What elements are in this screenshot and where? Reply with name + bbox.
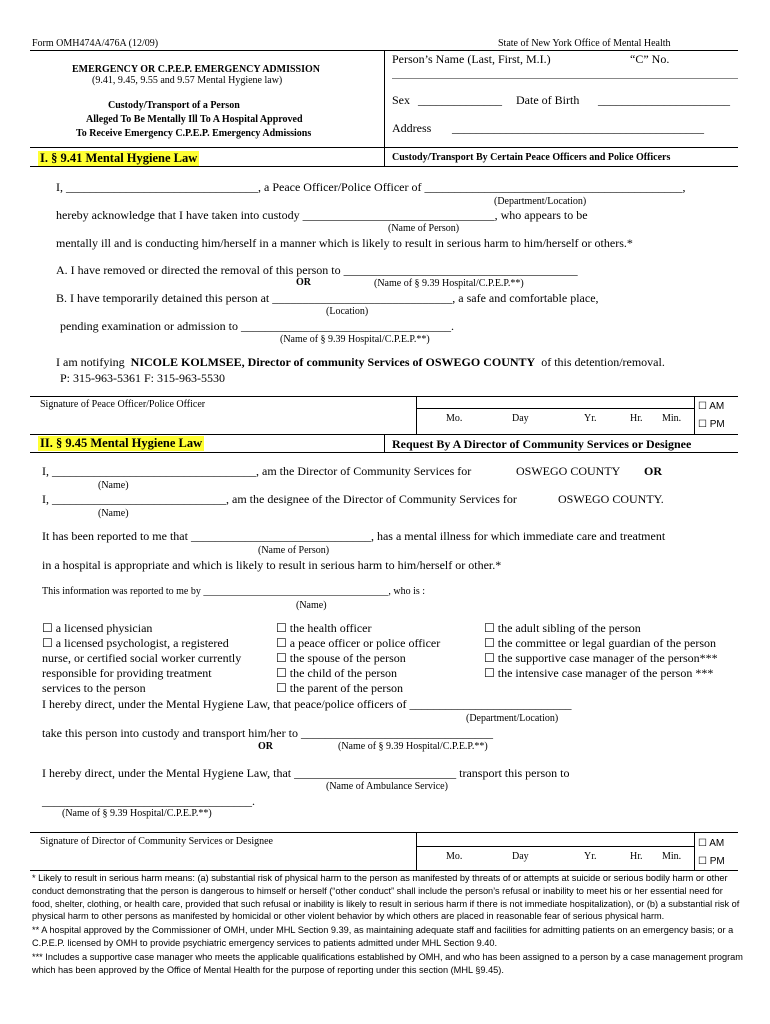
option-child[interactable]: ☐ the child of the person [276,666,398,680]
destination-hospital-field[interactable]: ___________________________________. [42,794,255,808]
option-intensive-case-manager[interactable]: ☐ the intensive case manager of the person *** [484,666,714,680]
address-label: Address [392,121,432,135]
option-guardian[interactable]: ☐ the committee or legal guardian of the person [484,636,717,650]
reporter-options-col3[interactable] [484,621,718,681]
am-checkbox[interactable]: ☐ AM [698,401,725,412]
option-psychologist-line3: responsible for providing treatment [42,666,212,680]
location-sublabel: (Location) [326,306,369,317]
sig2-top-rule [30,832,738,833]
department-sublabel-2: (Department/Location) [466,713,559,724]
footnote-hospital: ** A hospital approved by the Commissioner of OMH, under MHL Section 9.39, as maintaining adequate staff and facilities for admitting patients on an emergency basis; or a C.P.E.P. licensed by OMH to provide psychiatric emergency services to patients admitted under MHL Section 9.40. [32,925,734,948]
option-psychologist-line4: services to the person [42,681,146,695]
sex-field[interactable]: ______________ [418,93,502,107]
sig2-ampm-divider [694,833,695,870]
department-label: (Department/Location) [494,196,587,207]
direct-officers-line[interactable]: I hereby direct, under the Mental Hygiene Law, that peace/police officers of ___________________________ [42,697,572,711]
notify-line [56,355,665,370]
day-label-2: Day [512,851,529,862]
section2-heading: II. § 9.45 Mental Hygiene Law [40,436,203,450]
reporter-options-col2[interactable] [276,621,440,696]
hour-label-2: Hr. [630,851,643,862]
custody-title: Custody/Transport of a Person [108,100,240,111]
director-signature-label: Signature of Director of Community Services or Designee [40,836,273,847]
person-name-sublabel: (Name of Person) [388,223,460,234]
designee-name-sublabel: (Name) [98,508,129,519]
header-divider [384,50,385,166]
footnote-serious-harm: * Likely to result in serious harm means: (a) substantial risk of physical harm to the person as manifested by threats of or attempts at suicide or serious bodily harm or other conduct demonstrating that the person is dangerous to himself or herself (“other conduct” shall include the person’s refusal or inability to meet his or her essential need for food, shelter, clothing, or health care, provided that such refusal or inability is likely to result in serious harm if there is not immediate hospitalization), or (b) a substantial risk of physical harm to other persons as manifested by homicidal or other violent behavior by which others are placed in reasonable fear of serious physical harm. [32,873,740,922]
c-number-label: “C” No. [630,52,670,66]
reported-line[interactable]: It has been reported to me that ______________________________, has a mental illness for which immediate care and treatment [42,529,666,543]
dob-field[interactable]: ______________________ [598,93,730,107]
contact-numbers: P: 315-963-5361 F: 315-963-5530 [60,371,225,385]
form-subtitle: (9.41, 9.45, 9.55 and 9.57 Mental Hygiene law) [92,75,283,86]
pm-checkbox[interactable]: ☐ PM [698,419,725,430]
county-2: OSWEGO COUNTY. [558,492,664,506]
hospital-sublabel-4: (Name of § 9.39 Hospital/C.P.E.P.**) [62,808,212,819]
section2-right-heading: Request By A Director of Community Services or Designee [392,437,692,451]
section2-heading-divider [384,434,385,452]
option-a-line[interactable]: A. I have removed or directed the removal of this person to _______________________________________ [56,263,578,277]
option-physician[interactable]: ☐ a licensed physician [42,621,153,635]
director-name-sublabel: (Name) [98,480,129,491]
reported-person-sublabel: (Name of Person) [258,545,330,556]
director-name: NICOLE KOLMSEE, Director of community Services of OSWEGO COUNTY [130,355,536,369]
am-checkbox-2[interactable]: ☐ AM [698,838,725,849]
officer-line[interactable]: I, ________________________________, a Peace Officer/Police Officer of ___________________________________________, [56,180,686,194]
director-line[interactable]: I, __________________________________, am the Director of Community Services for [42,464,472,478]
county-1: OSWEGO COUNTY [516,464,621,478]
option-psychologist-line2: nurse, or certified social worker currently [42,651,242,665]
year-label-2: Yr. [584,851,597,862]
reporter-options-col1[interactable] [42,621,241,696]
custody-title-line2: Alleged To Be Mentally Ill To A Hospital Approved [86,114,303,125]
sig1-divider [416,397,417,434]
sig1-top-rule [30,396,738,397]
person-name-field[interactable] [392,78,738,79]
reported-by-line[interactable]: This information was reported to me by _____________________________________, who is : [42,586,426,597]
section2-heading-rule [30,452,738,453]
pm-checkbox-2[interactable]: ☐ PM [698,856,725,867]
sig2-divider [416,833,417,870]
hospital-sublabel: (Name of § 9.39 Hospital/C.P.E.P.**) [374,278,524,289]
reporter-name-sublabel: (Name) [296,600,327,611]
agency-name: State of New York Office of Mental Health [498,38,671,49]
section1-heading-rule [30,166,738,167]
option-spouse[interactable]: ☐ the spouse of the person [276,651,406,665]
option-b-line[interactable]: B. I have temporarily detained this person at ______________________________, a safe and comfortable place, [56,291,599,305]
option-health-officer[interactable]: ☐ the health officer [276,621,372,635]
or-label-3: OR [258,741,273,752]
pending-line[interactable]: pending examination or admission to ___________________________________. [60,319,454,333]
option-peace-officer[interactable]: ☐ a peace officer or police officer [276,636,441,650]
option-supportive-case-manager[interactable]: ☐ the supportive case manager of the person*** [484,651,718,665]
hospital-sublabel-2: (Name of § 9.39 Hospital/C.P.E.P.**) [280,334,430,345]
direct-ambulance-line[interactable]: I hereby direct, under the Mental Hygiene Law, that ___________________________ transport this person to [42,766,570,780]
section1-heading: I. § 9.41 Mental Hygiene Law [40,151,198,165]
sig1-ampm-divider [694,397,695,434]
option-parent[interactable]: ☐ the parent of the person [276,681,404,695]
address-field[interactable]: __________________________________________ [452,121,704,135]
notify-suffix: of this detention/removal. [541,355,665,369]
footnote-case-manager: *** Includes a supportive case manager who meets the applicable qualifications established by OMH, and who has been assigned to a person by a case management program which has been approved by the Office of Mental Health for the purpose of reporting under this section (MHL §9.45). [32,952,743,975]
option-sibling[interactable]: ☐ the adult sibling of the person [484,621,641,635]
designee-line[interactable]: I, _____________________________, am the designee of the Director of Community Services for [42,492,517,506]
month-label-2: Mo. [446,851,463,862]
or-label-2: OR [644,464,662,478]
year-label: Yr. [584,413,597,424]
mentally-ill-line: mentally ill and is conducting him/herself in a manner which is likely to result in serious harm to him/herself or others.* [56,236,633,250]
or-label: OR [296,277,311,288]
ambulance-sublabel: (Name of Ambulance Service) [326,781,448,792]
hour-label: Hr. [630,413,643,424]
hospital-appropriate-line: in a hospital is appropriate and which is likely to result in serious harm to him/herself or other.* [42,558,502,572]
month-label: Mo. [446,413,463,424]
form-title: EMERGENCY OR C.P.E.P. EMERGENCY ADMISSION [72,64,320,75]
minute-label: Min. [662,413,682,424]
officer-signature-label: Signature of Peace Officer/Police Officer [40,399,206,410]
hospital-sublabel-3: (Name of § 9.39 Hospital/C.P.E.P.**) [338,741,488,752]
notify-prefix: I am notifying [56,355,125,369]
form-number: Form OMH474A/476A (12/09) [32,38,159,49]
option-psychologist[interactable]: ☐ a licensed psychologist, a registered [42,636,229,650]
sig1-date-rule [416,408,694,409]
section1-right-heading: Custody/Transport By Certain Peace Officers and Police Officers [392,152,671,163]
sig2-bottom-rule [30,870,738,871]
day-label: Day [512,413,529,424]
take-custody-line[interactable]: take this person into custody and transport him/her to ________________________________ [42,726,493,740]
dob-label: Date of Birth [516,93,580,107]
custody-line[interactable]: hereby acknowledge that I have taken into custody ________________________________, who appears to be [56,208,588,222]
sex-label: Sex [392,93,410,107]
custody-title-line3: To Receive Emergency C.P.E.P. Emergency Admissions [76,128,312,139]
person-name-label: Person’s Name (Last, First, M.I.) [392,52,551,66]
section1-top-rule [30,147,738,148]
minute-label-2: Min. [662,851,682,862]
sig2-date-rule [416,846,694,847]
